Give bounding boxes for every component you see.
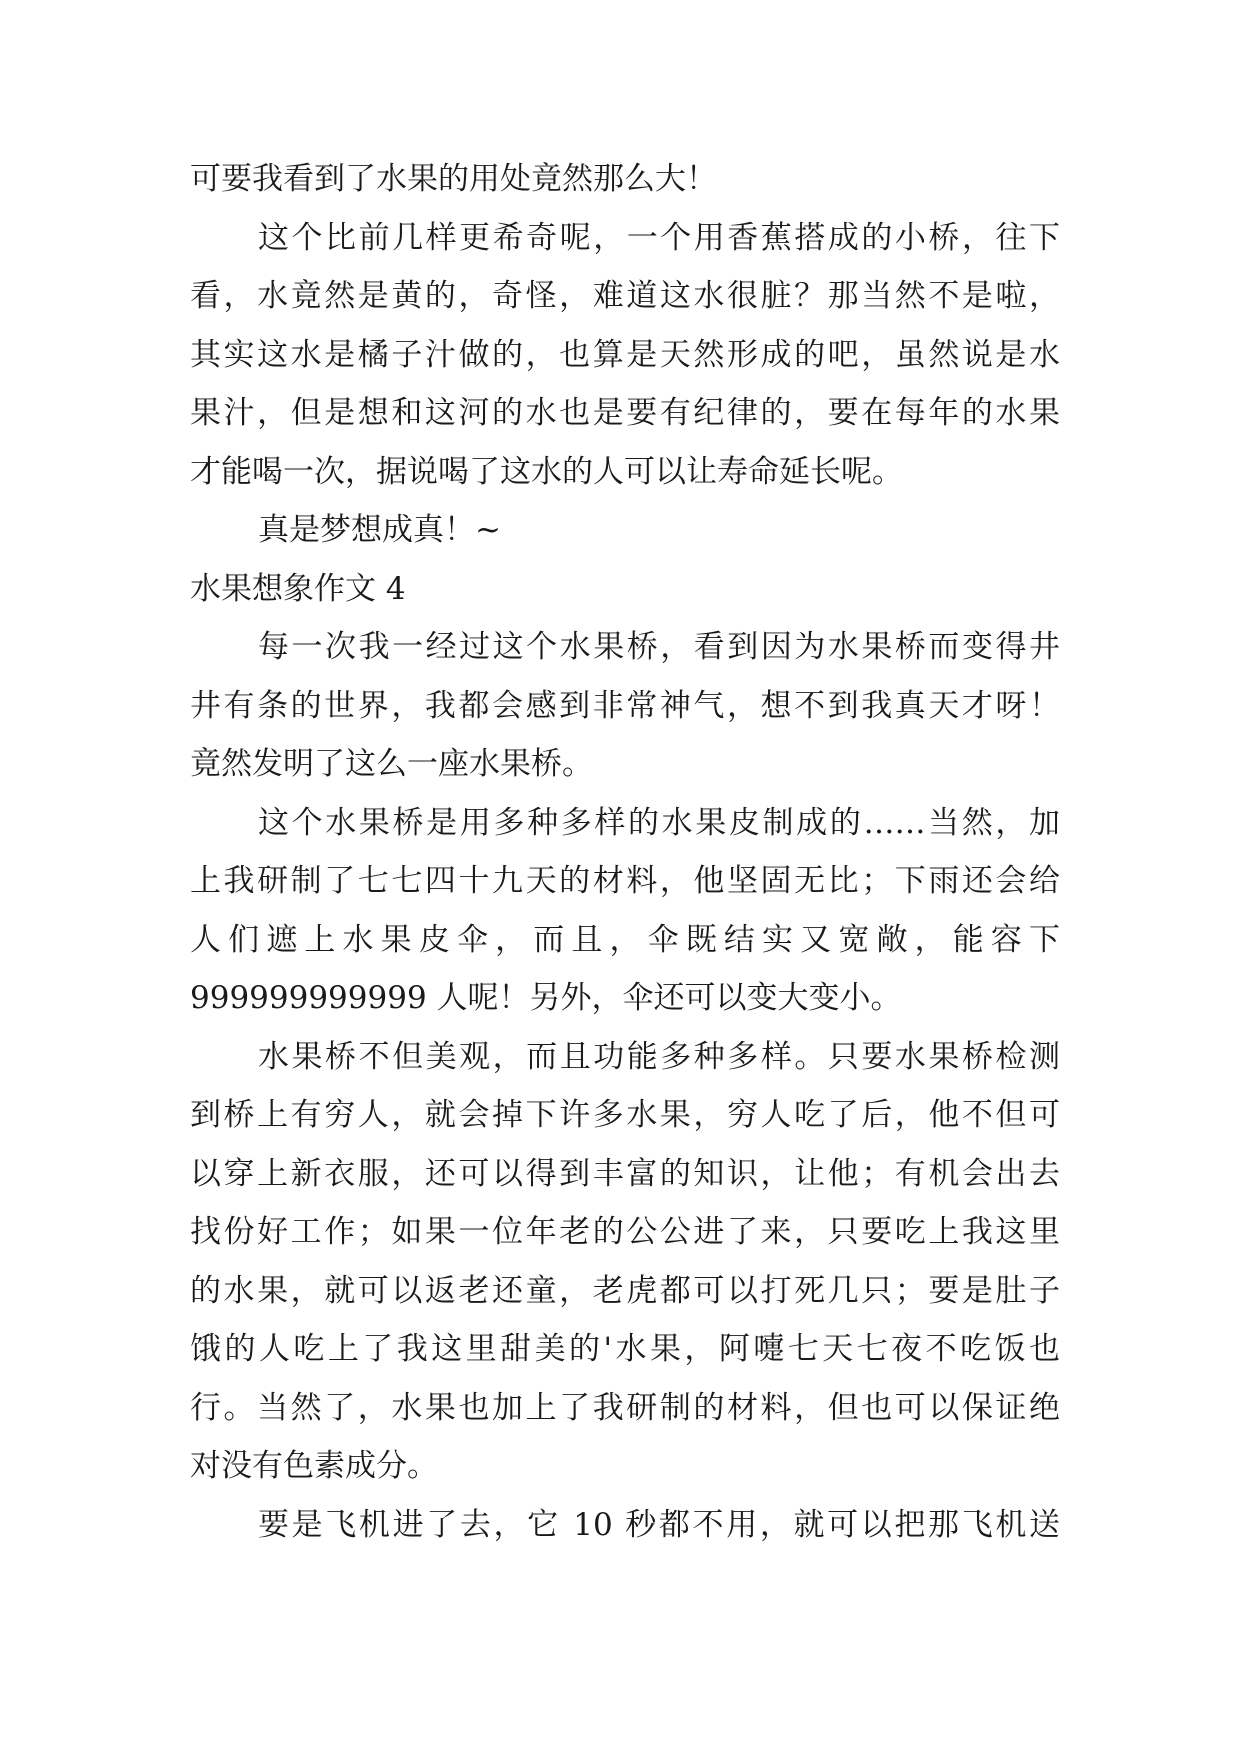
text-line-7: 真是梦想成真！~ xyxy=(258,512,501,548)
document-body xyxy=(190,150,1060,1554)
text-line-4: 其实这水是橘子汁做的，也算是天然形成的吧，虽然说是水 xyxy=(190,336,1060,373)
text-line-6: 才能喝一次，据说喝了这水的人可以让寿命延长呢。 xyxy=(190,453,903,490)
text-line-10: 井有条的世界，我都会感到非常神气，想不到我真天才呀！ xyxy=(190,687,1060,724)
text-line-16: 水果桥不但美观，而且功能多种多样。只要水果桥检测 xyxy=(258,1038,1060,1075)
section-heading: 水果想象作文 4 xyxy=(190,570,406,607)
text-line-1: 可要我看到了水果的用处竟然那么大！ xyxy=(190,161,717,197)
text-line-18: 以穿上新衣服，还可以得到丰富的知识，让他；有机会出去 xyxy=(190,1155,1060,1192)
text-line-21: 饿的人吃上了我这里甜美的'水果，阿嚏七天七夜不吃饭也 xyxy=(190,1331,1060,1367)
text-line-19: 找份好工作；如果一位年老的公公进了来，只要吃上我这里 xyxy=(190,1214,1060,1250)
text-line-20: 的水果，就可以返老还童，老虎都可以打死几只；要是肚子 xyxy=(190,1272,1060,1309)
text-line-14: 人们遮上水果皮伞，而且，伞既结实又宽敞，能容下 xyxy=(190,921,1060,958)
text-line-3: 看，水竟然是黄的，奇怪，难道这水很脏？那当然不是啦， xyxy=(190,278,1060,314)
text-line-2: 这个比前几样更希奇呢，一个用香蕉搭成的小桥，往下 xyxy=(258,219,1060,256)
text-line-23: 对没有色素成分。 xyxy=(190,1448,438,1484)
text-line-17: 到桥上有穷人，就会掉下许多水果，穷人吃了后，他不但可 xyxy=(190,1097,1060,1133)
text-line-22: 行。当然了，水果也加上了我研制的材料，但也可以保证绝 xyxy=(190,1389,1060,1426)
text-line-9: 每一次我一经过这个水果桥，看到因为水果桥而变得井 xyxy=(258,629,1060,665)
text-line-5: 果汁，但是想和这河的水也是要有纪律的，要在每年的水果 xyxy=(190,395,1060,431)
text-line-13: 上我研制了七七四十九天的材料，他坚固无比；下雨还会给 xyxy=(190,863,1060,899)
text-line-15: 999999999999 人呢！另外，伞还可以变大变小。 xyxy=(190,980,902,1016)
text-line-12: 这个水果桥是用多种多样的水果皮制成的……当然，加 xyxy=(258,804,1060,841)
text-line-24: 要是飞机进了去，它 10 秒都不用，就可以把那飞机送 xyxy=(258,1506,1060,1543)
text-line-11: 竟然发明了这么一座水果桥。 xyxy=(190,746,593,782)
